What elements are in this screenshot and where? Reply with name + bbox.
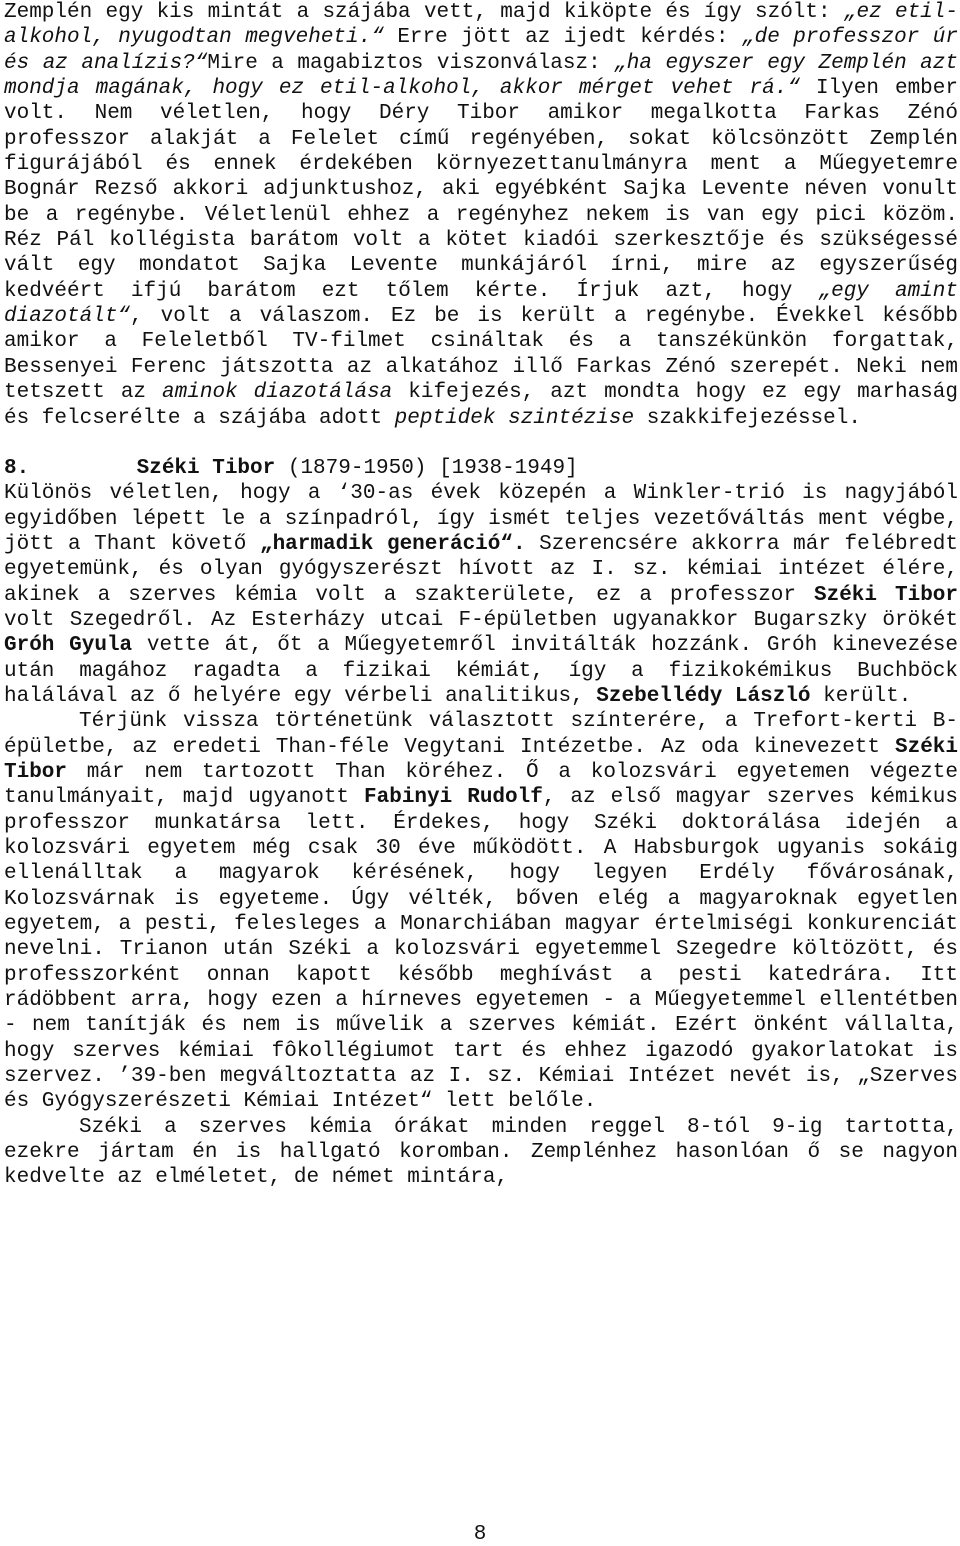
text-run: már nem tartozott Than köréhez. Ő a kolozsvári egyetemen végezte tanulmányait, majd ugyanott bbox=[4, 760, 958, 810]
text-run: Térjünk vissza történetünk választott színterére, a Trefort-kerti B-épületbe, az eredeti Than-féle Vegytani Intézetbe. Az oda kinevezett bbox=[4, 710, 958, 759]
quote-run: „de professzor úr és az analízis?“ bbox=[4, 26, 958, 75]
bold-run: Széki Tibor bbox=[814, 583, 959, 607]
text-run: vette át, őt a Műegyetemről invitálták hozzánk. Gróh kinevezése után magához ragadta a fizikai kémiát, így a fizikokémikus Buchböck halálával az ő helyére egy vérbeli analitikus, bbox=[4, 634, 958, 708]
text-run: volt Szegedről. Az Esterházy utcai F-épületben ugyanakkor Bugarszky örökét bbox=[4, 608, 958, 632]
section-dates: (1879-1950) [1938-1949] bbox=[287, 456, 578, 480]
bold-run: Szebellédy László bbox=[596, 684, 811, 708]
text-run: Mire a magabiztos viszonválasz: bbox=[207, 51, 615, 75]
text-run: kifejezés, azt mondta hogy ez egy marhaság és felcserélte a szájába adott bbox=[4, 381, 958, 430]
text-run: , az első magyar szerves kémikus professzor munkatársa lett. Érdekes, hogy Széki doktorálása idején a kolozsvári egyetem még csak 30 éve működött. A Habsburgok ugyanis sokáig ellenálltak a magyarok kérésének, hogy legyen Erdély fővárosának, Kolozsvárnak is egyeteme. Úgy vélték, bőven elég a magyaroknak egyetlen egyetem, a pesti, felesleges a Monarchiában magyar értelmiségi konkurenciát nevelni. Trianon után Széki a kolozsvári egyetemmel Szegedre költözött, és professzorként onnan kapott később meghívást a pesti katedrára. Itt rádöbbent arra, hogy ezen a hírneves egyetemen - a Műegyetemmel ellentétben - nem tanítják és nem is művelik a szerves kémiát. Ezért önként vállalta, hogy szerves kémiai fôkollégiumot tart és ehhez igazodó gyakorlatokat is szervez. ’39-ben megváltoztatta az I. sz. Kémiai Intézet nevét is, „Szerves és Gyógyszerészeti Kémiai Intézet“ lett belőle. bbox=[4, 786, 959, 1114]
section-number: 8. bbox=[4, 456, 30, 480]
text-run: Zemplén egy kis mintát a szájába vett, majd kiköpte és így szólt: bbox=[4, 1, 844, 24]
page-number: 8 bbox=[473, 1523, 487, 1546]
text-run: Szerencsére akkorra már felébredt egyetemünk, és olyan gyógyszerészt hívott az I. sz. kémiai intézet élére, akinek a szerves kémia volt a szakterülete, ez a professzor bbox=[4, 532, 958, 607]
bold-run: „harmadik generáció“. bbox=[259, 532, 526, 556]
bold-run: Széki Tibor bbox=[4, 735, 958, 784]
quote-run: aminok diazotálása bbox=[162, 381, 393, 405]
quote-run: „ha egyszer egy Zemplén azt mondja magának, hogy ez etil-alkohol, akkor mérget vehet rá.“ bbox=[4, 51, 958, 101]
paragraph-trefort-garden bbox=[4, 709, 958, 1115]
quote-run: „egy amint diazotált“ bbox=[4, 279, 958, 329]
bold-run: Fabinyi Rudolf bbox=[364, 786, 543, 810]
quote-run: „ez etil-alkohol, nyugodtan megveheti.“ bbox=[4, 1, 958, 50]
text-run: szakkifejezéssel. bbox=[634, 406, 861, 430]
quote-run: peptidek szintézise bbox=[394, 406, 635, 430]
paragraph-zemplen-anecdote bbox=[4, 0, 958, 431]
text-run: Erre jött az ijedt kérdés: bbox=[383, 26, 742, 50]
paragraph-lectures bbox=[4, 1115, 958, 1191]
bold-run: Gróh Gyula bbox=[4, 634, 133, 658]
text-run: Ilyen ember volt. Nem véletlen, hogy Déry Tibor amikor megalkotta Farkas Zénó professzor alakját a Felelet című regényében, sokat kölcsönzött Zemplén figurájából és ennek érdekében környezettanulmányra ment a Műegyetemre Bognár Rezső akkori adjunktushoz, aki egyébként Sajka Levente néven vonult be a regénybe. Véletlenül ehhez a regényhez nekem is van egy pici közöm. Réz Pál kollégista barátom volt a kötet kiadói szerkesztője és szükségessé vált egy mondatot Sajka Levente munkájáról írni, mire az egyszerűség kedvéért ifjú barátom ezt tőlem kérte. Írjuk azt, hogy bbox=[4, 77, 958, 303]
paragraph-third-generation bbox=[4, 481, 958, 709]
text-run: Különös véletlen, hogy a ‘30-as évek közepén a Winkler-trió is nagyjából egyidőben lépett le a színpadról, így ismét teljes vezetőváltás ment végbe, jött a Thant követő bbox=[4, 482, 958, 556]
section-heading bbox=[4, 456, 958, 481]
text-run: Széki a szerves kémia órákat minden reggel 8-tól 9-ig tartotta, ezekre jártam én is hallgató koromban. Zemplénhez hasonlóan ő se nagyon kedvelte az elméletet, de német mintára, bbox=[4, 1115, 958, 1190]
section-person-name: Széki Tibor bbox=[136, 456, 276, 480]
text-run: , volt a válaszom. Ez be is került a regénybe. Évekkel később amikor a Feleletből TV-filmet csináltak és a tanszékünkön forgattak, Bessenyei Ferenc játszotta az alkatához illő Farkas Zénó szerepét. Neki nem tetszett az bbox=[4, 305, 958, 405]
document-page bbox=[4, 0, 958, 1191]
text-run: került. bbox=[810, 684, 912, 708]
